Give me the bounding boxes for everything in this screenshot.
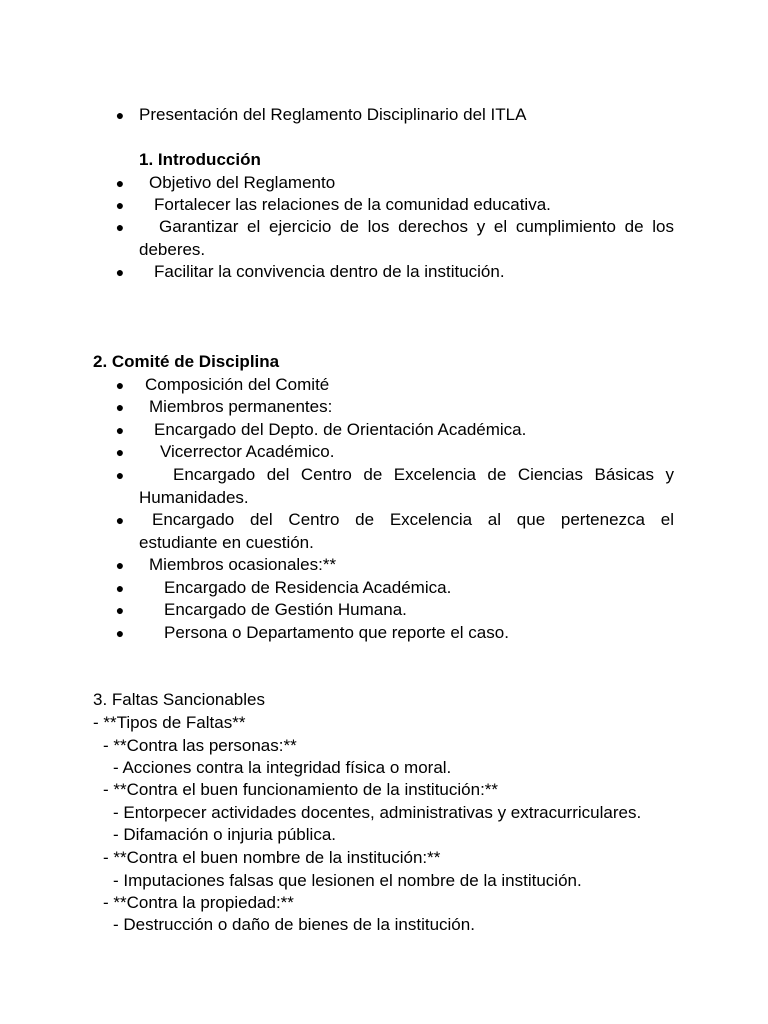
bullet-icon: ●: [115, 264, 125, 280]
bullet-icon: ●: [115, 512, 125, 528]
document-heading-line: Presentación del Reglamento Disciplinario del ITLA: [139, 105, 527, 124]
bullet-icon: ●: [115, 175, 125, 191]
list-item: Miembros permanentes:: [149, 397, 333, 416]
bullet-icon: ●: [115, 197, 125, 213]
text-line: - **Contra el buen funcionamiento de la institución:**: [103, 780, 499, 799]
list-item-continuation: Humanidades.: [139, 488, 249, 507]
list-item-continuation: deberes.: [139, 240, 206, 259]
section-1-title: 1. Introducción: [139, 150, 261, 169]
bullet-icon: ●: [115, 602, 125, 618]
text-line: - **Contra las personas:**: [103, 736, 297, 755]
text-line: - Entorpecer actividades docentes, administrativas y extracurriculares.: [113, 803, 642, 822]
list-item: Composición del Comité: [145, 375, 330, 394]
bullet-icon: ●: [115, 107, 125, 123]
text-line: - Difamación o injuria pública.: [113, 825, 336, 844]
list-item: Objetivo del Reglamento: [149, 173, 336, 192]
bullet-icon: ●: [115, 219, 125, 235]
list-item: Garantizar el ejercicio de los derechos y el cumplimiento de los: [159, 217, 674, 236]
bullet-icon: ●: [115, 399, 125, 415]
list-item: Encargado de Gestión Humana.: [164, 600, 407, 619]
bullet-icon: ●: [115, 625, 125, 641]
text-line: - **Contra el buen nombre de la institución:**: [103, 848, 441, 867]
list-item-continuation: estudiante en cuestión.: [139, 533, 314, 552]
list-item: Persona o Departamento que reporte el caso.: [164, 623, 509, 642]
bullet-icon: ●: [115, 467, 125, 483]
list-item: Miembros ocasionales:**: [149, 555, 337, 574]
text-line: - Acciones contra la integridad física o moral.: [113, 758, 452, 777]
text-line: - **Tipos de Faltas**: [93, 713, 246, 732]
bullet-icon: ●: [115, 377, 125, 393]
bullet-icon: ●: [115, 444, 125, 460]
section-3-title: 3. Faltas Sancionables: [93, 690, 265, 709]
text-line: - Imputaciones falsas que lesionen el nombre de la institución.: [113, 871, 582, 890]
list-item: Encargado de Residencia Académica.: [164, 578, 452, 597]
bullet-icon: ●: [115, 580, 125, 596]
list-item: Facilitar la convivencia dentro de la institución.: [154, 262, 505, 281]
list-item: Fortalecer las relaciones de la comunidad educativa.: [154, 195, 551, 214]
list-item: Encargado del Centro de Excelencia al que pertenezca el: [152, 510, 674, 529]
text-line: - **Contra la propiedad:**: [103, 893, 294, 912]
list-item: Vicerrector Académico.: [160, 442, 335, 461]
bullet-icon: ●: [115, 557, 125, 573]
text-line: - Destrucción o daño de bienes de la institución.: [113, 915, 475, 934]
list-item: Encargado del Depto. de Orientación Académica.: [154, 420, 527, 439]
bullet-icon: ●: [115, 422, 125, 438]
list-item: Encargado del Centro de Excelencia de Ciencias Básicas y: [173, 465, 674, 484]
section-2-title: 2. Comité de Disciplina: [93, 352, 280, 371]
